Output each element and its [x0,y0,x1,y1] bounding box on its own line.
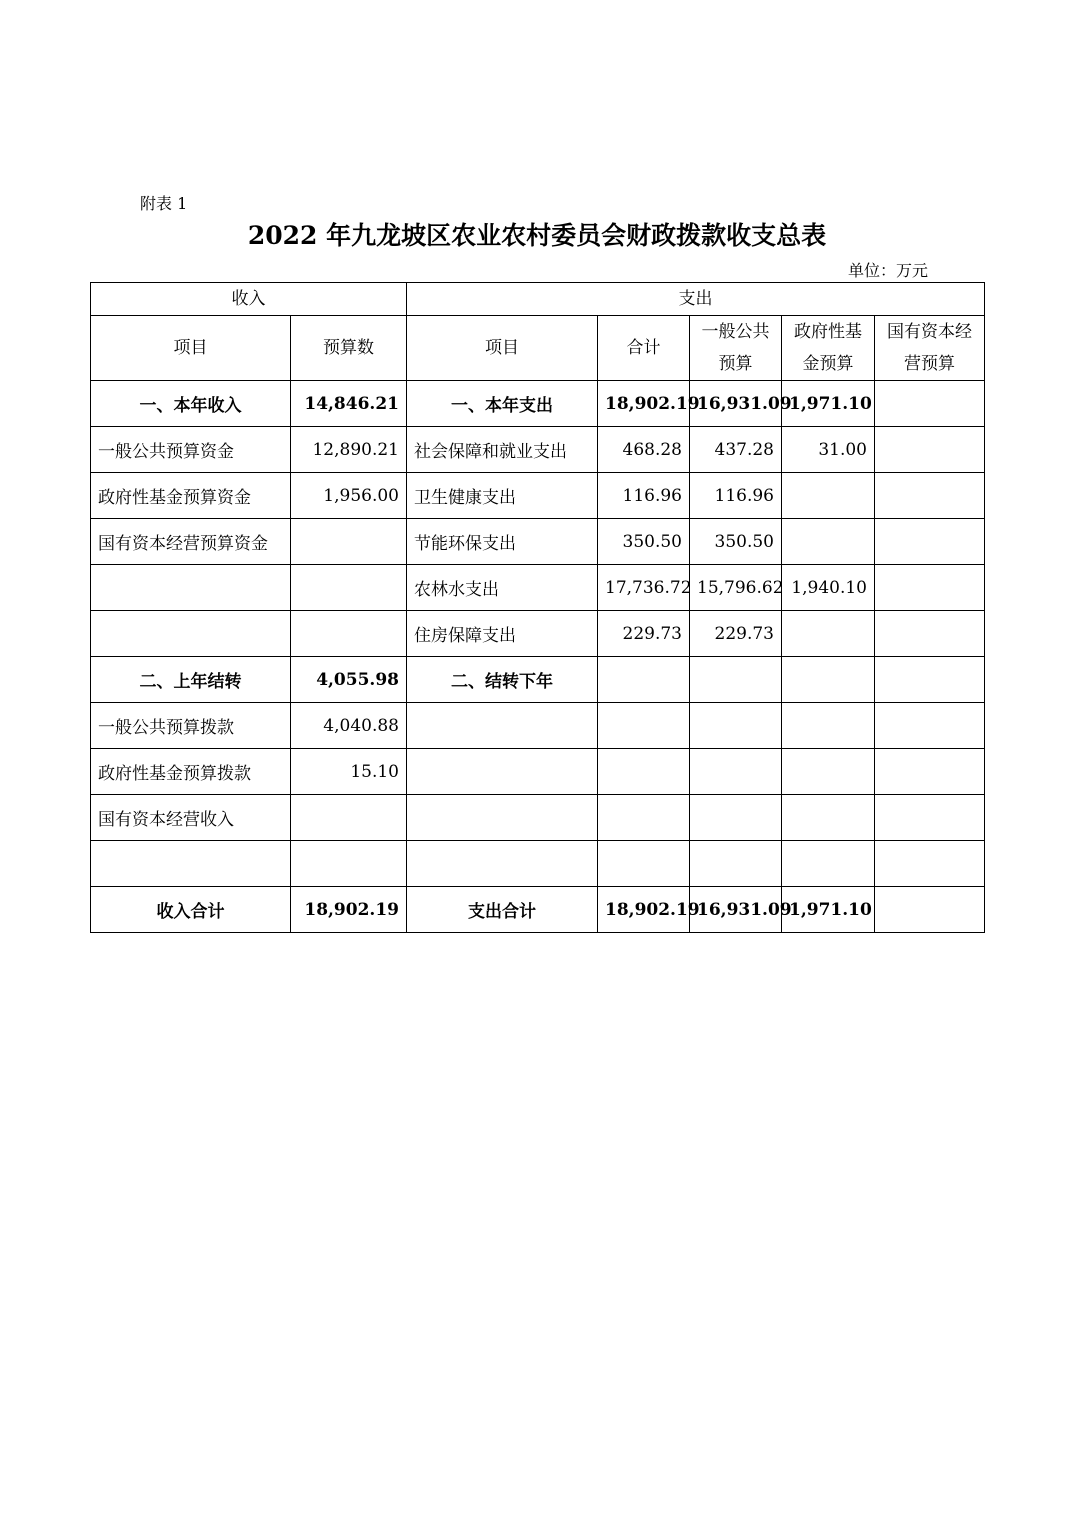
table-row [91,795,985,841]
general-public-header: 一般公共预算 [690,316,782,381]
expenditure-item-cell: 农林水支出 [407,565,598,611]
table-row [91,519,985,565]
income-amount-cell: 15.10 [291,749,407,795]
income-item-cell: 政府性基金预算拨款 [91,749,291,795]
gov-fund-cell [782,749,875,795]
total-header: 合计 [598,316,690,381]
income-item-cell: 政府性基金预算资金 [91,473,291,519]
attachment-label: 附表 1 [140,194,188,213]
expenditure-item-cell: 一、本年支出 [407,381,598,427]
state-capital-cell [875,381,985,427]
expenditure-item-cell [407,749,598,795]
gov-fund-cell: 1,940.10 [782,565,875,611]
table-row [91,381,985,427]
expenditure-item-cell: 社会保障和就业支出 [407,427,598,473]
expenditure-item-cell: 住房保障支出 [407,611,598,657]
table-row [91,749,985,795]
gov-fund-cell: 1,971.10 [782,887,875,933]
income-amount-cell: 1,956.00 [291,473,407,519]
expenditure-header: 支出 [407,283,985,316]
income-item-cell [91,841,291,887]
total-cell [598,703,690,749]
table-row [91,841,985,887]
state-capital-cell [875,519,985,565]
gov-fund-cell [782,841,875,887]
budget-amount-header: 预算数 [291,316,407,381]
state-capital-header: 国有资本经营预算 [875,316,985,381]
table-row [91,611,985,657]
general-public-cell [690,795,782,841]
general-public-cell [690,657,782,703]
total-cell: 350.50 [598,519,690,565]
expenditure-item-cell: 节能环保支出 [407,519,598,565]
general-public-cell: 16,931.09 [690,381,782,427]
income-header: 收入 [91,283,407,316]
state-capital-cell [875,749,985,795]
state-capital-cell [875,611,985,657]
state-capital-cell [875,795,985,841]
income-item-cell: 一般公共预算资金 [91,427,291,473]
income-item-cell: 收入合计 [91,887,291,933]
total-cell [598,841,690,887]
general-public-cell [690,703,782,749]
table-body [91,381,985,933]
expenditure-item-cell: 二、结转下年 [407,657,598,703]
budget-table [90,282,985,933]
income-item-cell: 一般公共预算拨款 [91,703,291,749]
table-row [91,427,985,473]
general-public-cell [690,841,782,887]
gov-fund-cell [782,519,875,565]
total-cell [598,749,690,795]
income-item-cell: 二、上年结转 [91,657,291,703]
income-item-header: 项目 [91,316,291,381]
state-capital-cell [875,841,985,887]
total-cell [598,657,690,703]
state-capital-cell [875,887,985,933]
state-capital-cell [875,473,985,519]
gov-fund-header: 政府性基金预算 [782,316,875,381]
general-public-cell [690,749,782,795]
state-capital-cell [875,427,985,473]
expenditure-item-cell [407,841,598,887]
expenditure-item-cell: 支出合计 [407,887,598,933]
table-row [91,887,985,933]
total-cell: 229.73 [598,611,690,657]
general-public-cell: 350.50 [690,519,782,565]
table-row [91,565,985,611]
table-row [91,657,985,703]
income-amount-cell [291,519,407,565]
income-amount-cell [291,565,407,611]
state-capital-cell [875,565,985,611]
expenditure-item-cell: 卫生健康支出 [407,473,598,519]
income-amount-cell: 18,902.19 [291,887,407,933]
income-item-cell: 国有资本经营预算资金 [91,519,291,565]
general-public-cell: 437.28 [690,427,782,473]
total-cell [598,795,690,841]
general-public-cell: 15,796.62 [690,565,782,611]
income-amount-cell: 12,890.21 [291,427,407,473]
income-amount-cell [291,841,407,887]
income-item-cell: 国有资本经营收入 [91,795,291,841]
income-amount-cell [291,611,407,657]
income-amount-cell: 4,055.98 [291,657,407,703]
gov-fund-cell [782,795,875,841]
total-cell: 17,736.72 [598,565,690,611]
expenditure-item-header: 项目 [407,316,598,381]
income-item-cell [91,611,291,657]
unit-label: 单位：万元 [848,261,929,280]
gov-fund-cell: 31.00 [782,427,875,473]
income-amount-cell: 4,040.88 [291,703,407,749]
total-cell: 18,902.19 [598,381,690,427]
page-title: 2022 年九龙坡区农业农村委员会财政拨款收支总表 [247,221,827,250]
gov-fund-cell: 1,971.10 [782,381,875,427]
expenditure-item-cell [407,795,598,841]
general-public-cell: 116.96 [690,473,782,519]
income-amount-cell [291,795,407,841]
table-row [91,473,985,519]
expenditure-item-cell [407,703,598,749]
general-public-cell: 229.73 [690,611,782,657]
table-row [91,703,985,749]
gov-fund-cell [782,657,875,703]
state-capital-cell [875,657,985,703]
state-capital-cell [875,703,985,749]
total-cell: 18,902.19 [598,887,690,933]
gov-fund-cell [782,703,875,749]
gov-fund-cell [782,473,875,519]
income-amount-cell: 14,846.21 [291,381,407,427]
general-public-cell: 16,931.09 [690,887,782,933]
gov-fund-cell [782,611,875,657]
income-item-cell [91,565,291,611]
income-item-cell: 一、本年收入 [91,381,291,427]
total-cell: 116.96 [598,473,690,519]
total-cell: 468.28 [598,427,690,473]
